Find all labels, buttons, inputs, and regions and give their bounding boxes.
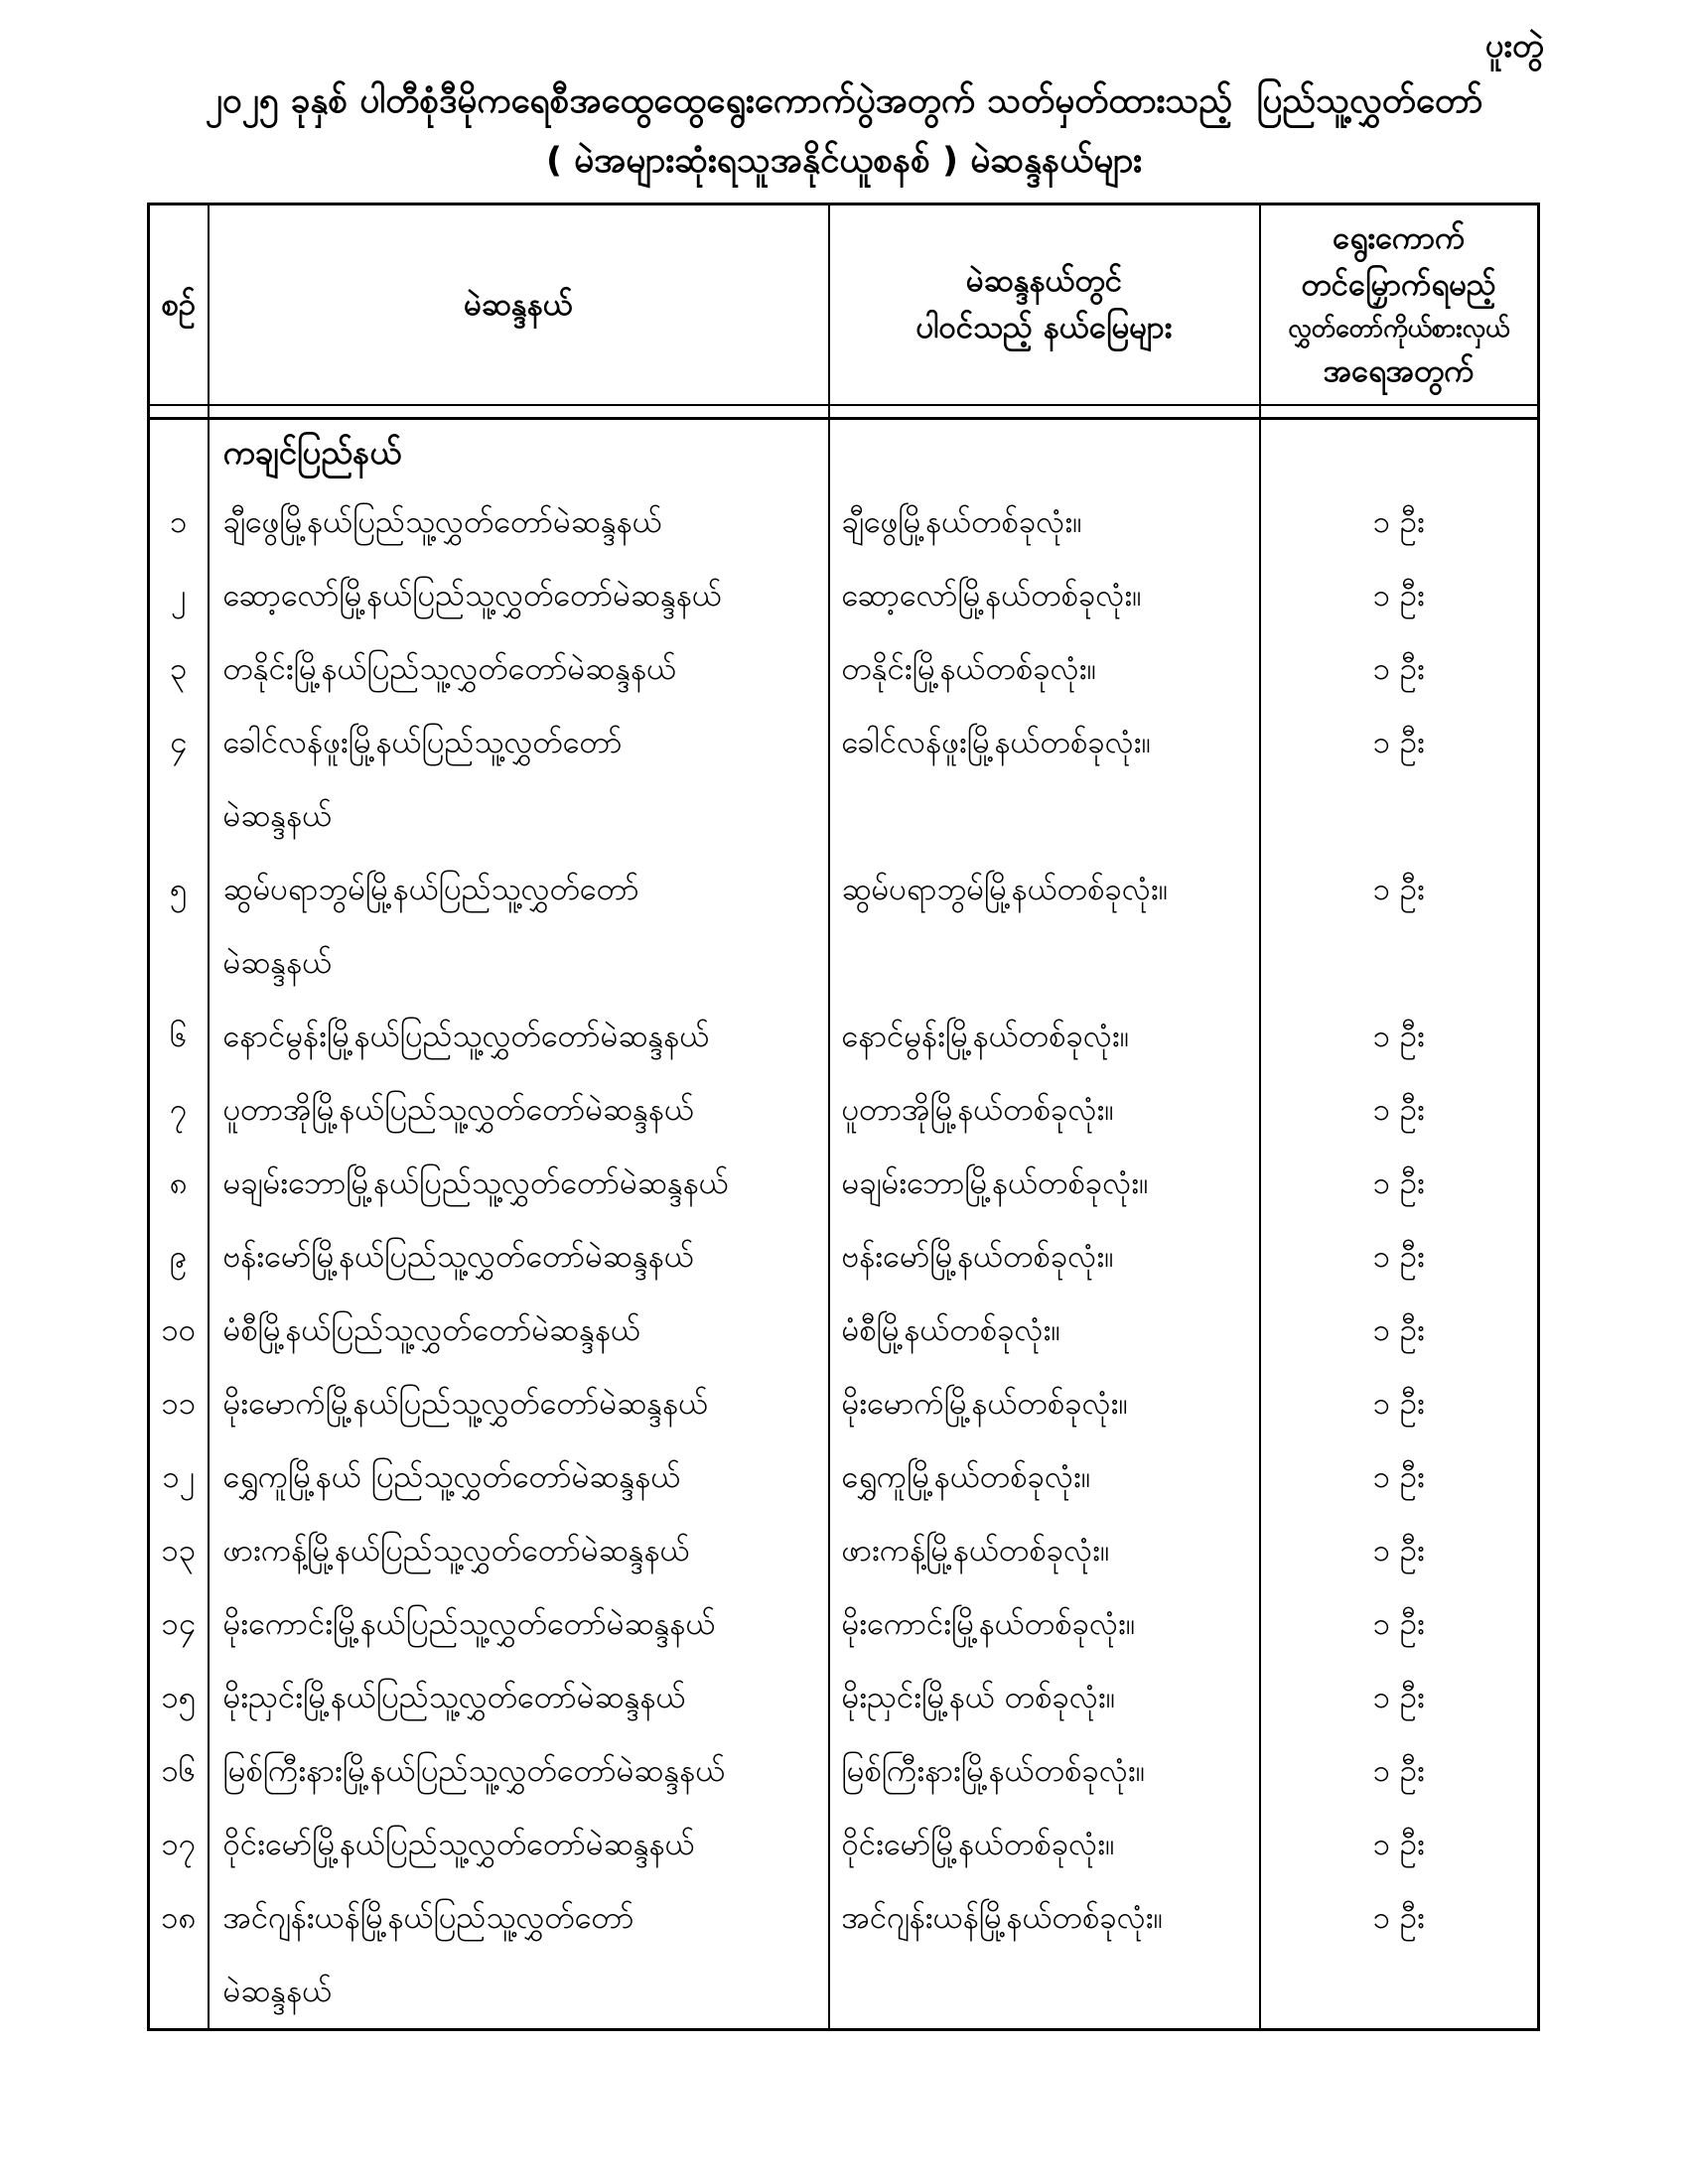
table-row xyxy=(149,706,1539,853)
column-header-reps-line2: တင်မြှောက်ရမည့် xyxy=(1301,266,1496,303)
constituency-line: မဲဆန္ဒနယ် xyxy=(222,945,333,981)
constituency-line: မြစ်ကြီးနားမြို့နယ်ပြည်သူ့လွှတ်တော်မဲဆန္ဒနယ် xyxy=(222,1753,726,1789)
state-section-row xyxy=(149,419,1539,486)
page-title-line2: ( မဲအများဆုံးရသူအနိုင်ယူစနစ် ) မဲဆန္ဒနယ်များ xyxy=(545,141,1143,181)
row-representatives: ၁ ဦး xyxy=(1260,485,1539,559)
constituency-line: ချီဖွေမြို့နယ်ပြည်သူ့လွှတ်တော်မဲဆန္ဒနယ် xyxy=(222,504,662,540)
column-header-constituency xyxy=(209,205,829,406)
constituency-line: တနိုင်းမြို့နယ်ပြည်သူ့လွှတ်တော်မဲဆန္ဒနယ် xyxy=(222,651,677,687)
row-areas: ဆွမ်ပရာဘွမ်မြို့နယ်တစ်ခုလုံး။ xyxy=(829,853,1260,1000)
constituency-line: ဆွမ်ပရာဘွမ်မြို့နယ်ပြည်သူ့လွှတ်တော် xyxy=(222,872,639,907)
row-areas: အင်ဂျန်းယန်မြို့နယ်တစ်ခုလုံး။ xyxy=(829,1881,1260,2030)
header-row xyxy=(149,205,1539,406)
row-representatives: ၁ ဦး xyxy=(1260,1073,1539,1147)
row-constituency xyxy=(209,1808,829,1881)
table-row xyxy=(149,1073,1539,1147)
constituency-line: မဲဆန္ဒနယ် xyxy=(222,1974,333,2009)
row-representatives: ၁ ဦး xyxy=(1260,1661,1539,1734)
table-row xyxy=(149,1661,1539,1734)
row-constituency xyxy=(209,559,829,632)
constituency-line: ခေါင်လန်ဖူးမြို့နယ်ပြည်သူ့လွှတ်တော် xyxy=(222,725,623,760)
header-divider-row xyxy=(149,405,1539,419)
constituency-line: ပူတာအိုမြို့နယ်ပြည်သူ့လွှတ်တော်မဲဆန္ဒနယ် xyxy=(222,1092,695,1128)
table-body xyxy=(149,419,1539,2030)
row-representatives: ၁ ဦး xyxy=(1260,1587,1539,1661)
header-divider-cell xyxy=(149,405,209,419)
row-constituency xyxy=(209,1587,829,1661)
row-constituency xyxy=(209,1220,829,1294)
row-serial: ၉ xyxy=(149,1220,209,1294)
row-representatives: ၁ ဦး xyxy=(1260,1367,1539,1440)
header-divider-cell xyxy=(1260,405,1539,419)
row-serial: ၅ xyxy=(149,853,209,1000)
table-row xyxy=(149,485,1539,559)
column-header-reps-line4: အရေအတွက် xyxy=(1323,352,1475,389)
row-representatives: ၁ ဦး xyxy=(1260,632,1539,706)
row-representatives: ၁ ဦး xyxy=(1260,1000,1539,1073)
row-areas: ဖားကန့်မြို့နယ်တစ်ခုလုံး။ xyxy=(829,1514,1260,1587)
table-row xyxy=(149,632,1539,706)
constituency-line: အင်ဂျန်းယန်မြို့နယ်ပြည်သူ့လွှတ်တော် xyxy=(222,1900,634,1936)
row-serial: ၁၁ xyxy=(149,1367,209,1440)
row-representatives: ၁ ဦး xyxy=(1260,1220,1539,1294)
row-areas: မံစီမြို့နယ်တစ်ခုလုံး။ xyxy=(829,1294,1260,1367)
state-section-header: ကချင်ပြည်နယ် xyxy=(209,419,829,486)
row-representatives: ၁ ဦး xyxy=(1260,853,1539,1000)
constituency-line: ဆော့လော်မြို့နယ်ပြည်သူ့လွှတ်တော်မဲဆန္ဒနယ် xyxy=(222,578,722,614)
row-areas: နောင်မွန်းမြို့နယ်တစ်ခုလုံး။ xyxy=(829,1000,1260,1073)
row-representatives: ၁ ဦး xyxy=(1260,1147,1539,1220)
table-row xyxy=(149,1587,1539,1661)
row-areas: ခေါင်လန်ဖူးမြို့နယ်တစ်ခုလုံး။ xyxy=(829,706,1260,853)
state-section-areas-cell xyxy=(829,419,1260,486)
constituency-line: မဲဆန္ဒနယ် xyxy=(222,798,333,834)
row-representatives: ၁ ဦး xyxy=(1260,1734,1539,1808)
constituency-line: မိုးညှင်းမြို့နယ်ပြည်သူ့လွှတ်တော်မဲဆန္ဒနယ် xyxy=(222,1680,686,1715)
row-constituency xyxy=(209,1734,829,1808)
row-serial: ၁၀ xyxy=(149,1294,209,1367)
row-constituency xyxy=(209,1661,829,1734)
row-representatives: ၁ ဦး xyxy=(1260,1808,1539,1881)
row-constituency xyxy=(209,632,829,706)
row-areas: မိုးညှင်းမြို့နယ် တစ်ခုလုံး။ xyxy=(829,1661,1260,1734)
header-divider-cell xyxy=(829,405,1260,419)
column-header-serial xyxy=(149,205,209,406)
row-areas: ဝိုင်းမော်မြို့နယ်တစ်ခုလုံး။ xyxy=(829,1808,1260,1881)
row-constituency xyxy=(209,706,829,853)
row-constituency xyxy=(209,1514,829,1587)
row-areas: မချမ်းဘောမြို့နယ်တစ်ခုလုံး။ xyxy=(829,1147,1260,1220)
attachment-note: ပူးတွဲ xyxy=(1484,26,1544,65)
row-areas: မြစ်ကြီးနားမြို့နယ်တစ်ခုလုံး။ xyxy=(829,1734,1260,1808)
row-serial: ၄ xyxy=(149,706,209,853)
row-constituency xyxy=(209,1147,829,1220)
constituency-line: နောင်မွန်းမြို့နယ်ပြည်သူ့လွှတ်တော်မဲဆန္ဒနယ် xyxy=(222,1019,710,1054)
column-header-reps-line3: လွှတ်တော်ကိုယ်စားလှယ် xyxy=(1288,313,1510,342)
row-areas: မိုးမောက်မြို့နယ်တစ်ခုလုံး။ xyxy=(829,1367,1260,1440)
column-header-areas-line1: မဲဆန္ဒနယ်တွင် xyxy=(965,263,1123,299)
row-constituency xyxy=(209,485,829,559)
row-serial: ၈ xyxy=(149,1147,209,1220)
row-areas: မိုးကောင်းမြို့နယ်တစ်ခုလုံး။ xyxy=(829,1587,1260,1661)
table-row xyxy=(149,1220,1539,1294)
column-header-representatives xyxy=(1260,205,1539,406)
row-serial: ၁၅ xyxy=(149,1661,209,1734)
row-areas: ဆော့လော်မြို့နယ်တစ်ခုလုံး။ xyxy=(829,559,1260,632)
row-serial: ၆ xyxy=(149,1000,209,1073)
row-serial: ၁၆ xyxy=(149,1734,209,1808)
row-serial: ၃ xyxy=(149,632,209,706)
row-constituency xyxy=(209,1440,829,1514)
table-row xyxy=(149,1881,1539,2030)
row-constituency xyxy=(209,1367,829,1440)
row-areas: ဗန်းမော်မြို့နယ်တစ်ခုလုံး။ xyxy=(829,1220,1260,1294)
row-constituency xyxy=(209,1073,829,1147)
row-constituency xyxy=(209,1881,829,2030)
state-section-serial-cell xyxy=(149,419,209,486)
table-row xyxy=(149,1734,1539,1808)
row-serial: ၁၈ xyxy=(149,1881,209,2030)
table-row xyxy=(149,1000,1539,1073)
column-header-constituency-label: မဲဆန္ဒနယ် xyxy=(464,286,573,323)
row-representatives: ၁ ဦး xyxy=(1260,1514,1539,1587)
row-representatives: ၁ ဦး xyxy=(1260,1881,1539,2030)
table-row xyxy=(149,1294,1539,1367)
constituency-line: ဖားကန့်မြို့နယ်ပြည်သူ့လွှတ်တော်မဲဆန္ဒနယ် xyxy=(222,1533,690,1569)
row-constituency xyxy=(209,1294,829,1367)
row-serial: ၁ xyxy=(149,485,209,559)
constituency-table xyxy=(147,203,1540,2031)
row-areas: ပူတာအိုမြို့နယ်တစ်ခုလုံး။ xyxy=(829,1073,1260,1147)
row-serial: ၂ xyxy=(149,559,209,632)
header-divider-cell xyxy=(209,405,829,419)
row-constituency xyxy=(209,853,829,1000)
table-row xyxy=(149,853,1539,1000)
row-areas: ချီဖွေမြို့နယ်တစ်ခုလုံး။ xyxy=(829,485,1260,559)
row-serial: ၇ xyxy=(149,1073,209,1147)
constituency-line: ဗန်းမော်မြို့နယ်ပြည်သူ့လွှတ်တော်မဲဆန္ဒနယ် xyxy=(222,1239,694,1275)
row-areas: တနိုင်းမြို့နယ်တစ်ခုလုံး။ xyxy=(829,632,1260,706)
table-row xyxy=(149,559,1539,632)
constituency-line: မိုးကောင်းမြို့နယ်ပြည်သူ့လွှတ်တော်မဲဆန္ဒနယ် xyxy=(222,1606,716,1642)
column-header-serial-label: စဉ် xyxy=(161,286,197,323)
row-serial: ၁၂ xyxy=(149,1440,209,1514)
table-row xyxy=(149,1514,1539,1587)
column-header-areas-line2: ပါဝင်သည့် နယ်မြေများ xyxy=(915,310,1173,345)
row-serial: ၁၃ xyxy=(149,1514,209,1587)
page-title-line1: ၂၀၂၅ ခုနှစ် ပါတီစုံဒီမိုကရေစီအထွေထွေရွေးကောက်ပွဲအတွက် သတ်မှတ်ထားသည့် ပြည်သူ့လွှတ်တော် xyxy=(205,81,1483,121)
row-representatives: ၁ ဦး xyxy=(1260,1440,1539,1514)
row-constituency xyxy=(209,1000,829,1073)
constituency-line: မချမ်းဘောမြို့နယ်ပြည်သူ့လွှတ်တော်မဲဆန္ဒနယ် xyxy=(222,1165,729,1201)
column-header-reps-line1: ရွေးကောက် xyxy=(1333,219,1466,256)
row-representatives: ၁ ဦး xyxy=(1260,1294,1539,1367)
table-row xyxy=(149,1808,1539,1881)
constituency-line: မံစီမြို့နယ်ပြည်သူ့လွှတ်တော်မဲဆန္ဒနယ် xyxy=(222,1312,641,1348)
table-row xyxy=(149,1367,1539,1440)
constituency-line: မိုးမောက်မြို့နယ်ပြည်သူ့လွှတ်တော်မဲဆန္ဒနယ် xyxy=(222,1386,709,1422)
constituency-line: ဝိုင်းမော်မြို့နယ်ပြည်သူ့လွှတ်တော်မဲဆန္ဒနယ် xyxy=(222,1827,695,1862)
table-row xyxy=(149,1440,1539,1514)
table-row xyxy=(149,1147,1539,1220)
row-serial: ၁၄ xyxy=(149,1587,209,1661)
row-representatives: ၁ ဦး xyxy=(1260,559,1539,632)
row-serial: ၁၇ xyxy=(149,1808,209,1881)
row-representatives: ၁ ဦး xyxy=(1260,706,1539,853)
table-header xyxy=(149,205,1539,419)
row-areas: ရွှေကူမြို့နယ်တစ်ခုလုံး။ xyxy=(829,1440,1260,1514)
state-section-reps-cell xyxy=(1260,419,1539,486)
column-header-areas xyxy=(829,205,1260,406)
constituency-line: ရွှေကူမြို့နယ် ပြည်သူ့လွှတ်တော်မဲဆန္ဒနယ် xyxy=(222,1459,681,1495)
